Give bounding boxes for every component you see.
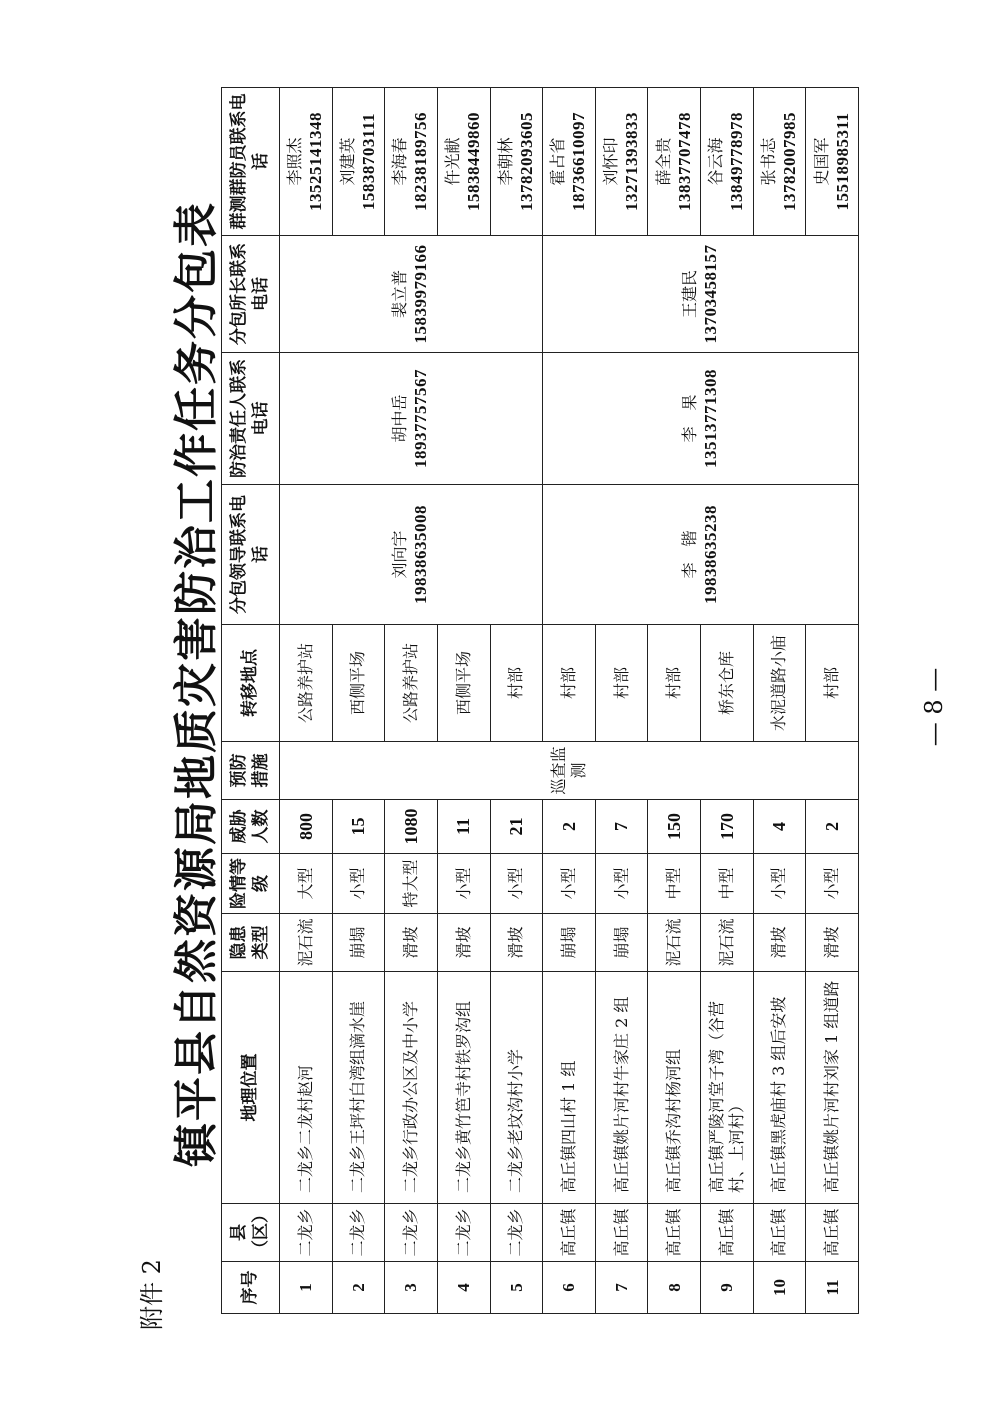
row-hazard-type: 泥石流	[280, 914, 333, 972]
row-hazard-type: 滑坡	[806, 914, 859, 972]
row-county: 高丘镇	[595, 1204, 648, 1262]
header-danger-level: 险情等级	[222, 854, 280, 914]
row-location: 高丘镇四山村 1 组	[543, 972, 596, 1204]
monitor-phone: 15838449860	[464, 112, 484, 211]
monitor-phone: 15518985311	[832, 112, 852, 211]
responsible-cell-1	[280, 353, 543, 485]
row-transfer: 公路养护站	[385, 625, 438, 742]
header-county: 县（区）	[222, 1204, 280, 1262]
row-monitor	[595, 88, 648, 236]
responsible-cell-2	[543, 353, 859, 485]
row-monitor	[437, 88, 490, 236]
table-row	[543, 88, 596, 1314]
row-transfer: 村部	[806, 625, 859, 742]
row-danger-level: 小型	[490, 854, 543, 914]
row-monitor	[385, 88, 438, 236]
row-threat-people: 800	[280, 800, 333, 854]
row-transfer: 村部	[595, 625, 648, 742]
responsible-name: 胡中岳	[390, 394, 410, 443]
director-cell-1	[280, 236, 543, 353]
leader-phone: 19838635008	[411, 505, 431, 604]
row-seq: 10	[753, 1262, 806, 1314]
row-hazard-type: 崩塌	[332, 914, 385, 972]
row-hazard-type: 泥石流	[648, 914, 701, 972]
row-transfer: 水泥道路小庙	[753, 625, 806, 742]
monitor-name: 刘建英	[337, 137, 357, 186]
row-location: 高丘镇乔沟村杨河组	[648, 972, 701, 1204]
responsible-phone: 13513771308	[700, 369, 720, 468]
director-phone: 15839979166	[411, 244, 431, 344]
row-hazard-type: 滑坡	[490, 914, 543, 972]
row-threat-people: 4	[753, 800, 806, 854]
row-location: 高丘镇黑虎庙村 3 组后安坡	[753, 972, 806, 1204]
row-threat-people: 2	[806, 800, 859, 854]
monitor-phone: 13837707478	[674, 112, 694, 211]
row-threat-people: 11	[437, 800, 490, 854]
row-county: 二龙乡	[280, 1204, 333, 1262]
monitor-name: 薛全贵	[653, 137, 673, 186]
row-seq: 7	[595, 1262, 648, 1314]
page-number: — 8 —	[920, 667, 948, 747]
monitor-phone: 13271393833	[621, 112, 641, 211]
header-seq: 序号	[222, 1262, 280, 1314]
row-danger-level: 中型	[701, 854, 754, 914]
row-county: 二龙乡	[437, 1204, 490, 1262]
row-danger-level: 小型	[332, 854, 385, 914]
director-name: 王建民	[679, 270, 699, 319]
row-danger-level: 小型	[595, 854, 648, 914]
row-transfer: 西侧平场	[332, 625, 385, 742]
row-transfer: 村部	[543, 625, 596, 742]
header-leader: 分包领导联系电话	[222, 485, 280, 625]
monitor-phone: 18736610097	[569, 112, 589, 211]
monitor-name: 李朝林	[495, 137, 515, 186]
row-threat-people: 1080	[385, 800, 438, 854]
row-monitor	[753, 88, 806, 236]
row-seq: 11	[806, 1262, 859, 1314]
row-county: 高丘镇	[648, 1204, 701, 1262]
leader-cell-2	[543, 485, 859, 625]
row-threat-people: 2	[543, 800, 596, 854]
leader-cell-1	[280, 485, 543, 625]
responsible-phone: 18937757567	[411, 369, 431, 468]
monitor-name: 谷云海	[706, 137, 726, 186]
row-hazard-type: 崩塌	[595, 914, 648, 972]
leader-name: 李 锴	[679, 530, 699, 579]
row-transfer: 桥东仓库	[701, 625, 754, 742]
row-location: 高丘镇姚片河村刘家 1 组道路	[806, 972, 859, 1204]
task-table	[221, 87, 859, 1314]
row-location: 高丘镇姚片河村牛家庄 2 组	[595, 972, 648, 1204]
row-threat-people: 150	[648, 800, 701, 854]
prevention-cell	[280, 742, 859, 800]
row-seq: 9	[701, 1262, 754, 1314]
leader-phone: 19838635238	[700, 505, 720, 604]
monitor-phone: 13525141348	[306, 112, 326, 211]
row-seq: 8	[648, 1262, 701, 1314]
row-seq: 3	[385, 1262, 438, 1314]
header-director: 分包所长联系电话	[222, 236, 280, 353]
row-danger-level: 小型	[437, 854, 490, 914]
monitor-name: 仵光献	[443, 137, 463, 186]
director-cell-2	[543, 236, 859, 353]
director-phone: 13703458157	[700, 244, 720, 344]
header-monitor: 群测群防员联系电话	[222, 88, 280, 236]
row-seq: 6	[543, 1262, 596, 1314]
page-title: 镇平县自然资源局地质灾害防治工作任务分包表	[171, 201, 222, 1167]
row-seq: 5	[490, 1262, 543, 1314]
header-responsible: 防治责任人联系电话	[222, 353, 280, 485]
monitor-phone: 13782093605	[516, 112, 536, 211]
prevention-measure: 巡查监测	[549, 746, 588, 795]
leader-name: 刘向宇	[390, 530, 410, 579]
monitor-phone: 13849778978	[727, 112, 747, 211]
row-monitor	[648, 88, 701, 236]
row-seq: 1	[280, 1262, 333, 1314]
row-location: 二龙乡黄竹笆寺村铁罗沟组	[437, 972, 490, 1204]
row-hazard-type: 滑坡	[437, 914, 490, 972]
row-county: 高丘镇	[806, 1204, 859, 1262]
row-threat-people: 15	[332, 800, 385, 854]
monitor-name: 霍占省	[548, 137, 568, 186]
row-county: 高丘镇	[543, 1204, 596, 1262]
row-hazard-type: 崩塌	[543, 914, 596, 972]
monitor-phone: 13782007985	[779, 112, 799, 211]
row-danger-level: 小型	[753, 854, 806, 914]
row-hazard-type: 泥石流	[701, 914, 754, 972]
row-threat-people: 170	[701, 800, 754, 854]
row-county: 二龙乡	[385, 1204, 438, 1262]
attachment-label: 附件 2	[138, 1259, 166, 1330]
row-monitor	[490, 88, 543, 236]
monitor-name: 刘怀印	[600, 137, 620, 186]
monitor-name: 李海春	[390, 137, 410, 186]
row-monitor	[280, 88, 333, 236]
row-seq: 2	[332, 1262, 385, 1314]
row-county: 二龙乡	[332, 1204, 385, 1262]
row-danger-level: 特大型	[385, 854, 438, 914]
row-danger-level: 小型	[806, 854, 859, 914]
row-transfer: 村部	[490, 625, 543, 742]
row-monitor	[701, 88, 754, 236]
monitor-phone: 15838703111	[358, 112, 378, 211]
responsible-name: 李 果	[679, 394, 699, 443]
row-monitor	[543, 88, 596, 236]
header-prevention: 预防措施	[222, 742, 280, 800]
row-threat-people: 7	[595, 800, 648, 854]
row-danger-level: 大型	[280, 854, 333, 914]
monitor-name: 李照杰	[285, 137, 305, 186]
monitor-phone: 18238189756	[411, 112, 431, 211]
row-monitor	[332, 88, 385, 236]
row-danger-level: 小型	[543, 854, 596, 914]
row-county: 二龙乡	[490, 1204, 543, 1262]
row-location: 二龙乡老坟沟村小学	[490, 972, 543, 1204]
row-seq: 4	[437, 1262, 490, 1314]
row-danger-level: 中型	[648, 854, 701, 914]
row-hazard-type: 滑坡	[385, 914, 438, 972]
row-transfer: 西侧平场	[437, 625, 490, 742]
row-location: 高丘镇严陵河堂子湾（谷营村、上河村）	[701, 972, 754, 1204]
row-location: 二龙乡王坪村白湾组滴水崖	[332, 972, 385, 1204]
row-hazard-type: 滑坡	[753, 914, 806, 972]
row-monitor	[806, 88, 859, 236]
row-county: 高丘镇	[753, 1204, 806, 1262]
row-location: 二龙乡二龙村赵河	[280, 972, 333, 1204]
row-transfer: 公路养护站	[280, 625, 333, 742]
row-county: 高丘镇	[701, 1204, 754, 1262]
header-threat-people: 威胁人数	[222, 800, 280, 854]
header-hazard-type: 隐患类型	[222, 914, 280, 972]
director-name: 裴立普	[390, 270, 410, 319]
header-row	[222, 88, 280, 1314]
header-location: 地理位置	[222, 972, 280, 1204]
row-transfer: 村部	[648, 625, 701, 742]
header-transfer: 转移地点	[222, 625, 280, 742]
row-threat-people: 21	[490, 800, 543, 854]
table-row	[280, 88, 333, 1314]
monitor-name: 史国军	[811, 137, 831, 186]
monitor-name: 张书志	[758, 137, 778, 186]
row-location: 二龙乡行政办公区及中小学	[385, 972, 438, 1204]
